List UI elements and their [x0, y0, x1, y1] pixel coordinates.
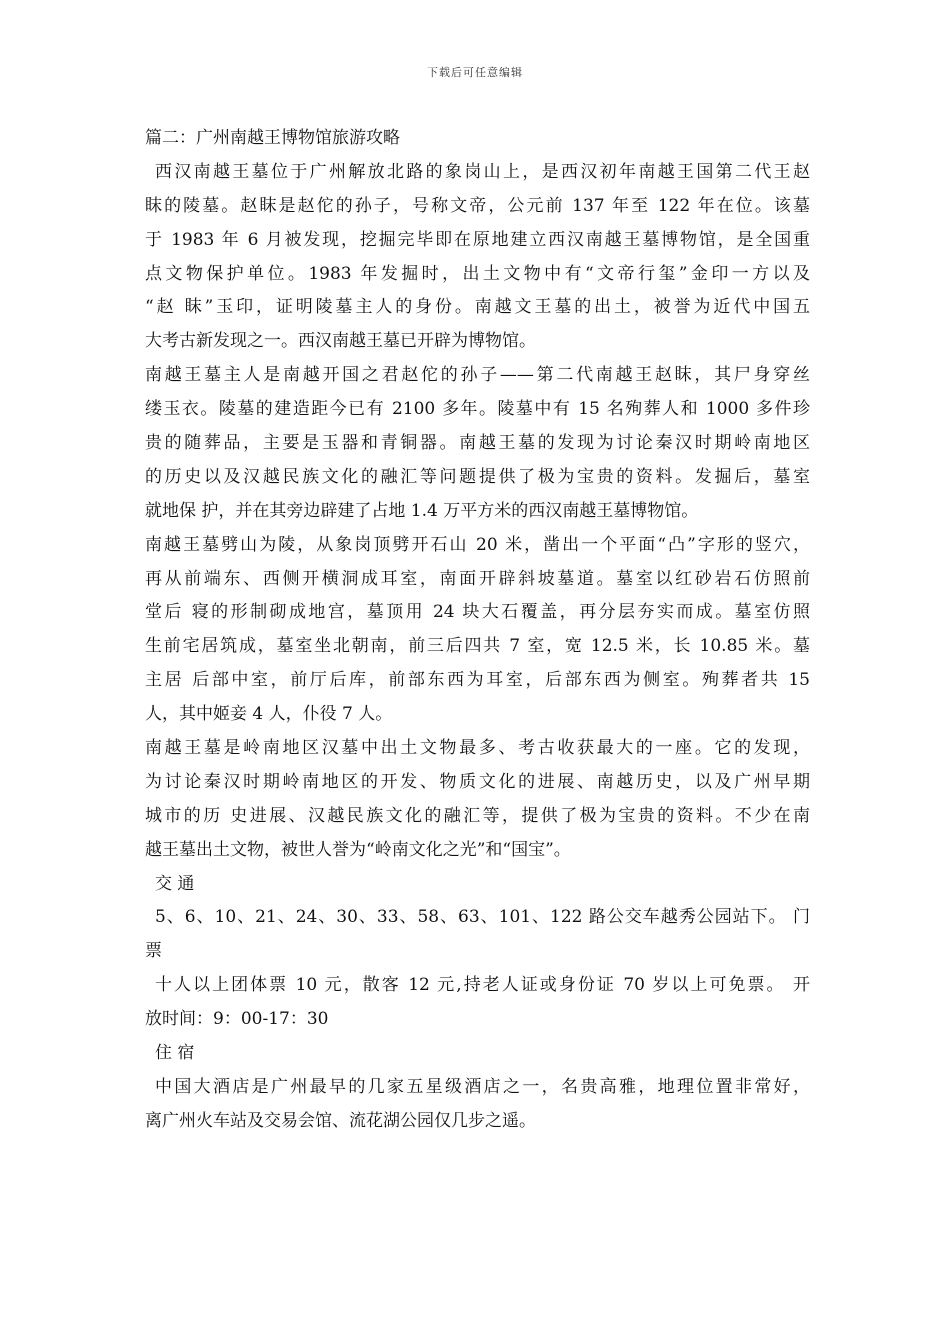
paragraph-line: 点文物保护单位。1983 年发掘时，出土文物中有“文帝行玺”金印一方以及: [145, 263, 810, 284]
paragraph-line: 离广州火车站及交易会馆、流花湖公园仅几步之遥。: [145, 1110, 536, 1131]
paragraph-line: 贵的随葬品，主要是玉器和青铜器。南越王墓的发现为讨论秦汉时期岭南地区: [145, 433, 810, 454]
paragraph-line: 越王墓出土文物，被世人誉为“岭南文化之光”和“国宝”。: [145, 839, 571, 860]
paragraph-line: 西汉南越王墓位于广州解放北路的象岗山上，是西汉初年南越王国第二代王赵: [155, 161, 810, 182]
paragraph-line: 堂后 寝的形制砌成地宫，墓顶用 24 块大石覆盖，再分层夯实而成。墓室仿照: [145, 602, 810, 623]
paragraph-line: 就地保 护，并在其旁边辟建了占地 1.4 万平方米的西汉南越王墓博物馆。: [145, 500, 699, 521]
paragraph-line: 再从前端东、西侧开横洞成耳室，南面开辟斜坡墓道。墓室以红砂岩石仿照前: [145, 568, 810, 589]
document-body: [145, 122, 810, 1139]
paragraph-line: “赵 眜”玉印，证明陵墓主人的身份。南越文王墓的出土，被誉为近代中国五: [145, 297, 810, 318]
paragraph-line: 主居 后部中室，前厅后库，前部东西为耳室，后部东西为侧室。殉葬者共 15: [145, 670, 810, 691]
paragraph-line: 城市的历 史进展、汉越民族文化的融汇等，提供了极为宝贵的资料。不少在南: [145, 805, 810, 826]
paragraph-line: 中国大酒店是广州最早的几家五星级酒店之一，名贵高雅，地理位置非常好，: [155, 1076, 810, 1097]
paragraph-line: 为讨论秦汉时期岭南地区的开发、物质文化的进展、南越历史，以及广州早期: [145, 771, 810, 792]
paragraph-line: 人，其中姬妾 4 人，仆役 7 人。: [145, 704, 393, 725]
paragraph-line: 南越王墓主人是南越开国之君赵佗的孙子——第二代南越王赵眜，其尸身穿丝: [145, 365, 810, 386]
paragraph-line: 的历史以及汉越民族文化的融汇等问题提供了极为宝贵的资料。发掘后，墓室: [145, 466, 810, 487]
paragraph-line: 放时间：9：00-17：30: [145, 1009, 329, 1030]
paragraph-line: 南越王墓是岭南地区汉墓中出土文物最多、考古收获最大的一座。它的发现，: [145, 738, 810, 759]
paragraph-line: 眜的陵墓。赵眜是赵佗的孙子，号称文帝，公元前 137 年至 122 年在位。该墓: [145, 195, 810, 216]
paragraph-line: 南越王墓劈山为陵，从象岗顶劈开石山 20 米，凿出一个平面“凸”字形的竖穴，: [145, 534, 810, 555]
paragraph-line: 十人以上团体票 10 元，散客 12 元,持老人证或身份证 70 岁以上可免票。 开: [155, 975, 810, 996]
paragraph-line: 生前宅居筑成，墓室坐北朝南，前三后四共 7 室，宽 12.5 米，长 10.85 米。墓: [145, 636, 810, 657]
paragraph-line: 缕玉衣。陵墓的建造距今已有 2100 多年。陵墓中有 15 名殉葬人和 1000 多件珍: [145, 399, 810, 420]
lodging-heading: 住 宿: [155, 1043, 195, 1064]
paragraph-line: 于 1983 年 6 月被发现，挖掘完毕即在原地建立西汉南越王墓博物馆，是全国重: [145, 229, 810, 250]
paragraph-line: 票: [145, 941, 162, 962]
paragraph-line: 大考古新发现之一。西汉南越王墓已开辟为博物馆。: [145, 331, 536, 352]
paragraph-line: 5、6、10、21、24、30、33、58、63、101、122 路公交车越秀公园站下。 门: [155, 907, 810, 928]
section-title: 篇二：广州南越王博物馆旅游攻略: [145, 128, 400, 148]
traffic-heading: 交 通: [155, 873, 195, 894]
page-header: 下载后可任意编辑: [427, 66, 523, 79]
